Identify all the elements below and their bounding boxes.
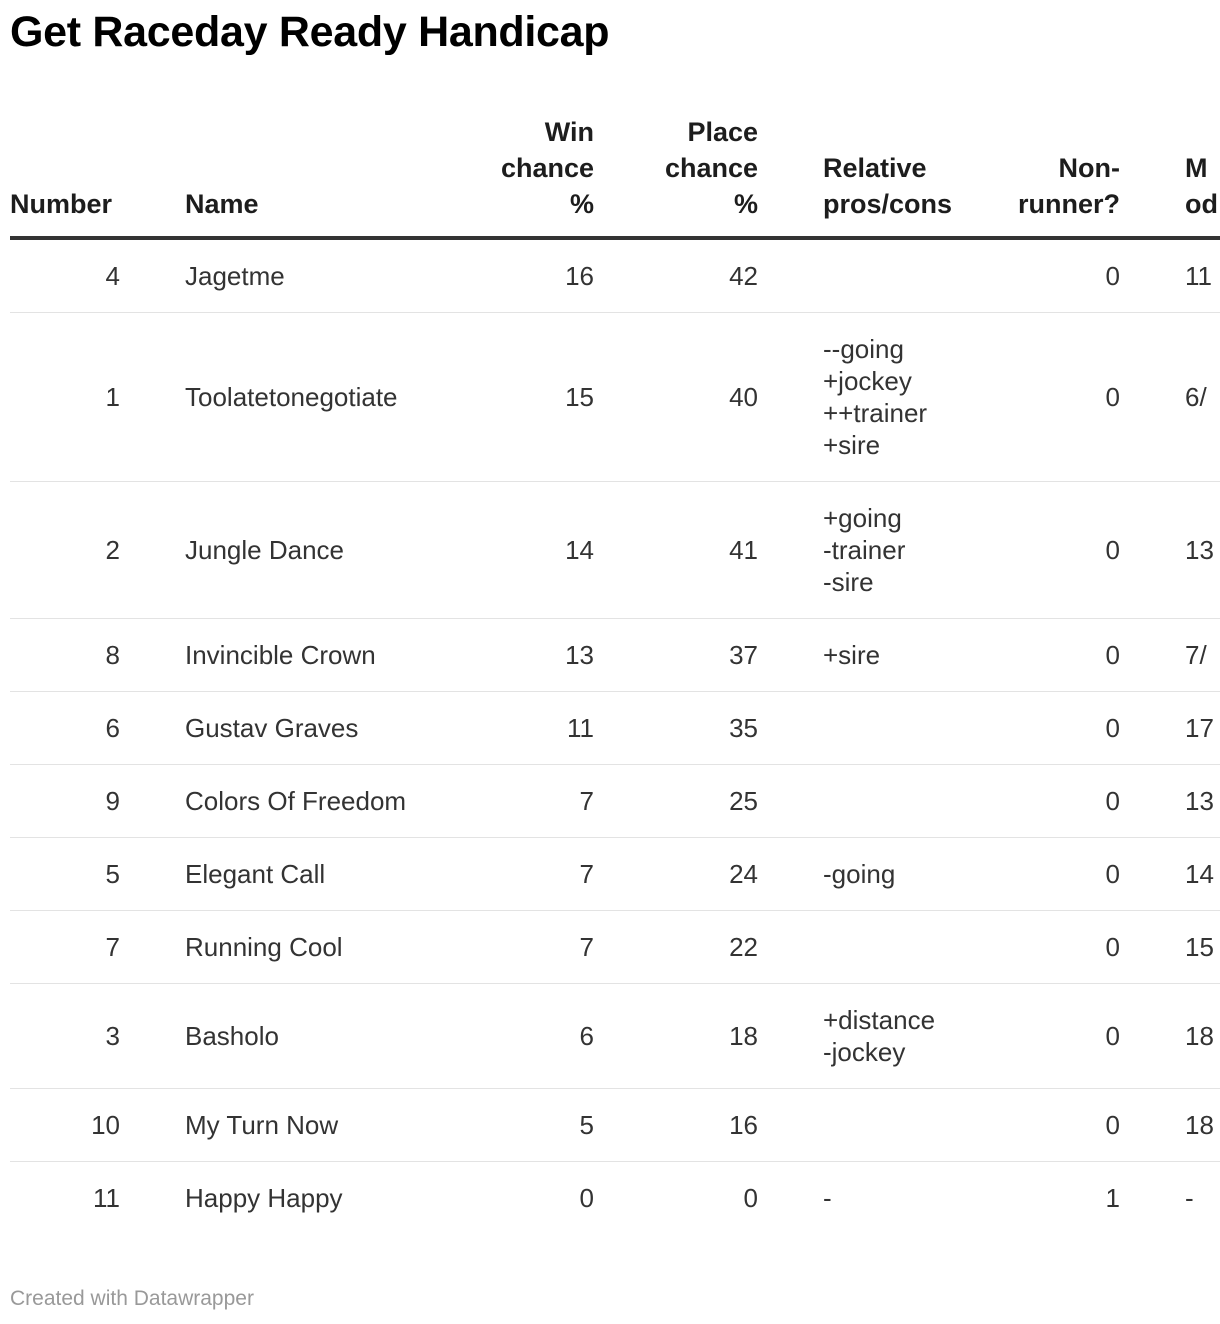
cell-non-runner: 0 — [938, 1089, 1120, 1162]
cell-number: 8 — [10, 619, 120, 692]
cell-non-runner: 0 — [938, 482, 1120, 619]
cell-non-runner: 0 — [938, 765, 1120, 838]
header-place-chance[interactable]: Place chance % — [594, 114, 758, 238]
table-row — [10, 1089, 1220, 1162]
race-table — [10, 114, 1220, 1234]
cell-non-runner: 0 — [938, 313, 1120, 482]
cell-name: Toolatetonegotiate — [120, 313, 420, 482]
cell-relative-pros-cons — [758, 911, 938, 984]
cell-place-chance: 0 — [743, 1183, 758, 1213]
cell-odds: 14 — [1120, 838, 1220, 911]
table-row — [10, 838, 1220, 911]
cell-place-chance: 16 — [594, 1089, 758, 1162]
cell-name: Invincible Crown — [120, 619, 420, 692]
cell-place-chance: 41 — [594, 482, 758, 619]
cell-odds: - — [1185, 1183, 1194, 1213]
cell-place-chance: 18 — [594, 984, 758, 1089]
chart-title: Get Raceday Ready Handicap — [10, 8, 610, 56]
cell-number: 1 — [10, 313, 120, 482]
cell-name: Colors Of Freedom — [120, 765, 420, 838]
header-number[interactable]: Number — [10, 114, 120, 238]
cell-name: Running Cool — [120, 911, 420, 984]
cell-relative-pros-cons: - — [823, 1183, 832, 1213]
table-row — [10, 238, 1220, 313]
cell-non-runner: 0 — [938, 619, 1120, 692]
header-relative-pros-cons[interactable]: Relative pros/cons — [758, 114, 938, 238]
cell-relative-pros-cons: +going -trainer -sire — [758, 482, 938, 619]
cell-win-chance: 14 — [420, 482, 594, 619]
table-row — [10, 482, 1220, 619]
race-table-container — [10, 114, 1220, 1234]
cell-name: Gustav Graves — [120, 692, 420, 765]
cell-place-chance: 40 — [594, 313, 758, 482]
table-row — [10, 619, 1220, 692]
cell-odds: 11 — [1120, 238, 1220, 313]
cell-relative-pros-cons: -going — [758, 838, 938, 911]
table-row — [10, 911, 1220, 984]
table-row — [10, 1162, 1220, 1235]
cell-relative-pros-cons — [758, 765, 938, 838]
cell-place-chance: 24 — [594, 838, 758, 911]
cell-non-runner: 0 — [938, 911, 1120, 984]
cell-win-chance: 5 — [420, 1089, 594, 1162]
cell-number: 4 — [10, 238, 120, 313]
header-non-runner[interactable]: Non- runner? — [938, 114, 1120, 238]
cell-odds: 13 — [1120, 482, 1220, 619]
header-odds[interactable]: M od — [1120, 114, 1220, 238]
cell-number: 11 — [93, 1183, 120, 1213]
cell-non-runner: 0 — [938, 838, 1120, 911]
cell-relative-pros-cons: +distance -jockey — [758, 984, 938, 1089]
cell-name: Jungle Dance — [120, 482, 420, 619]
cell-odds: 18 — [1120, 984, 1220, 1089]
cell-win-chance: 15 — [420, 313, 594, 482]
table-row — [10, 313, 1220, 482]
cell-place-chance: 22 — [594, 911, 758, 984]
cell-number: 6 — [10, 692, 120, 765]
table-row — [10, 984, 1220, 1089]
cell-relative-pros-cons: +sire — [758, 619, 938, 692]
cell-non-runner: 1 — [1105, 1183, 1120, 1213]
cell-win-chance: 0 — [579, 1183, 594, 1213]
cell-number: 7 — [10, 911, 120, 984]
cell-number: 5 — [10, 838, 120, 911]
cell-relative-pros-cons — [758, 1089, 938, 1162]
cell-win-chance: 7 — [420, 911, 594, 984]
cell-win-chance: 6 — [420, 984, 594, 1089]
cell-relative-pros-cons — [758, 238, 938, 313]
table-row — [10, 692, 1220, 765]
cell-odds: 13 — [1120, 765, 1220, 838]
cell-non-runner: 0 — [938, 238, 1120, 313]
cell-win-chance: 16 — [420, 238, 594, 313]
cell-relative-pros-cons — [758, 692, 938, 765]
cell-name: Basholo — [120, 984, 420, 1089]
cell-number: 10 — [10, 1089, 120, 1162]
cell-place-chance: 35 — [594, 692, 758, 765]
cell-name: Happy Happy — [185, 1183, 343, 1213]
cell-odds: 18 — [1120, 1089, 1220, 1162]
header-win-chance[interactable]: Win chance % — [420, 114, 594, 238]
cell-relative-pros-cons: --going +jockey ++trainer +sire — [758, 313, 938, 482]
table-body — [10, 238, 1220, 1234]
cell-place-chance: 37 — [594, 619, 758, 692]
cell-place-chance: 42 — [594, 238, 758, 313]
cell-odds: 17 — [1120, 692, 1220, 765]
cell-win-chance: 13 — [420, 619, 594, 692]
cell-win-chance: 11 — [420, 692, 594, 765]
cell-win-chance: 7 — [420, 765, 594, 838]
cell-number: 9 — [10, 765, 120, 838]
cell-non-runner: 0 — [938, 692, 1120, 765]
cell-name: My Turn Now — [120, 1089, 420, 1162]
cell-number: 3 — [10, 984, 120, 1089]
cell-odds: 6/ — [1120, 313, 1220, 482]
cell-name: Elegant Call — [120, 838, 420, 911]
cell-number: 2 — [10, 482, 120, 619]
cell-odds: 7/ — [1120, 619, 1220, 692]
cell-odds: 15 — [1120, 911, 1220, 984]
table-row — [10, 765, 1220, 838]
header-row — [10, 114, 1220, 238]
table-header — [10, 114, 1220, 238]
footer-credit: Created with Datawrapper — [10, 1287, 254, 1310]
cell-name: Jagetme — [120, 238, 420, 313]
header-name[interactable]: Name — [120, 114, 420, 238]
cell-place-chance: 25 — [594, 765, 758, 838]
cell-non-runner: 0 — [938, 984, 1120, 1089]
cell-win-chance: 7 — [420, 838, 594, 911]
